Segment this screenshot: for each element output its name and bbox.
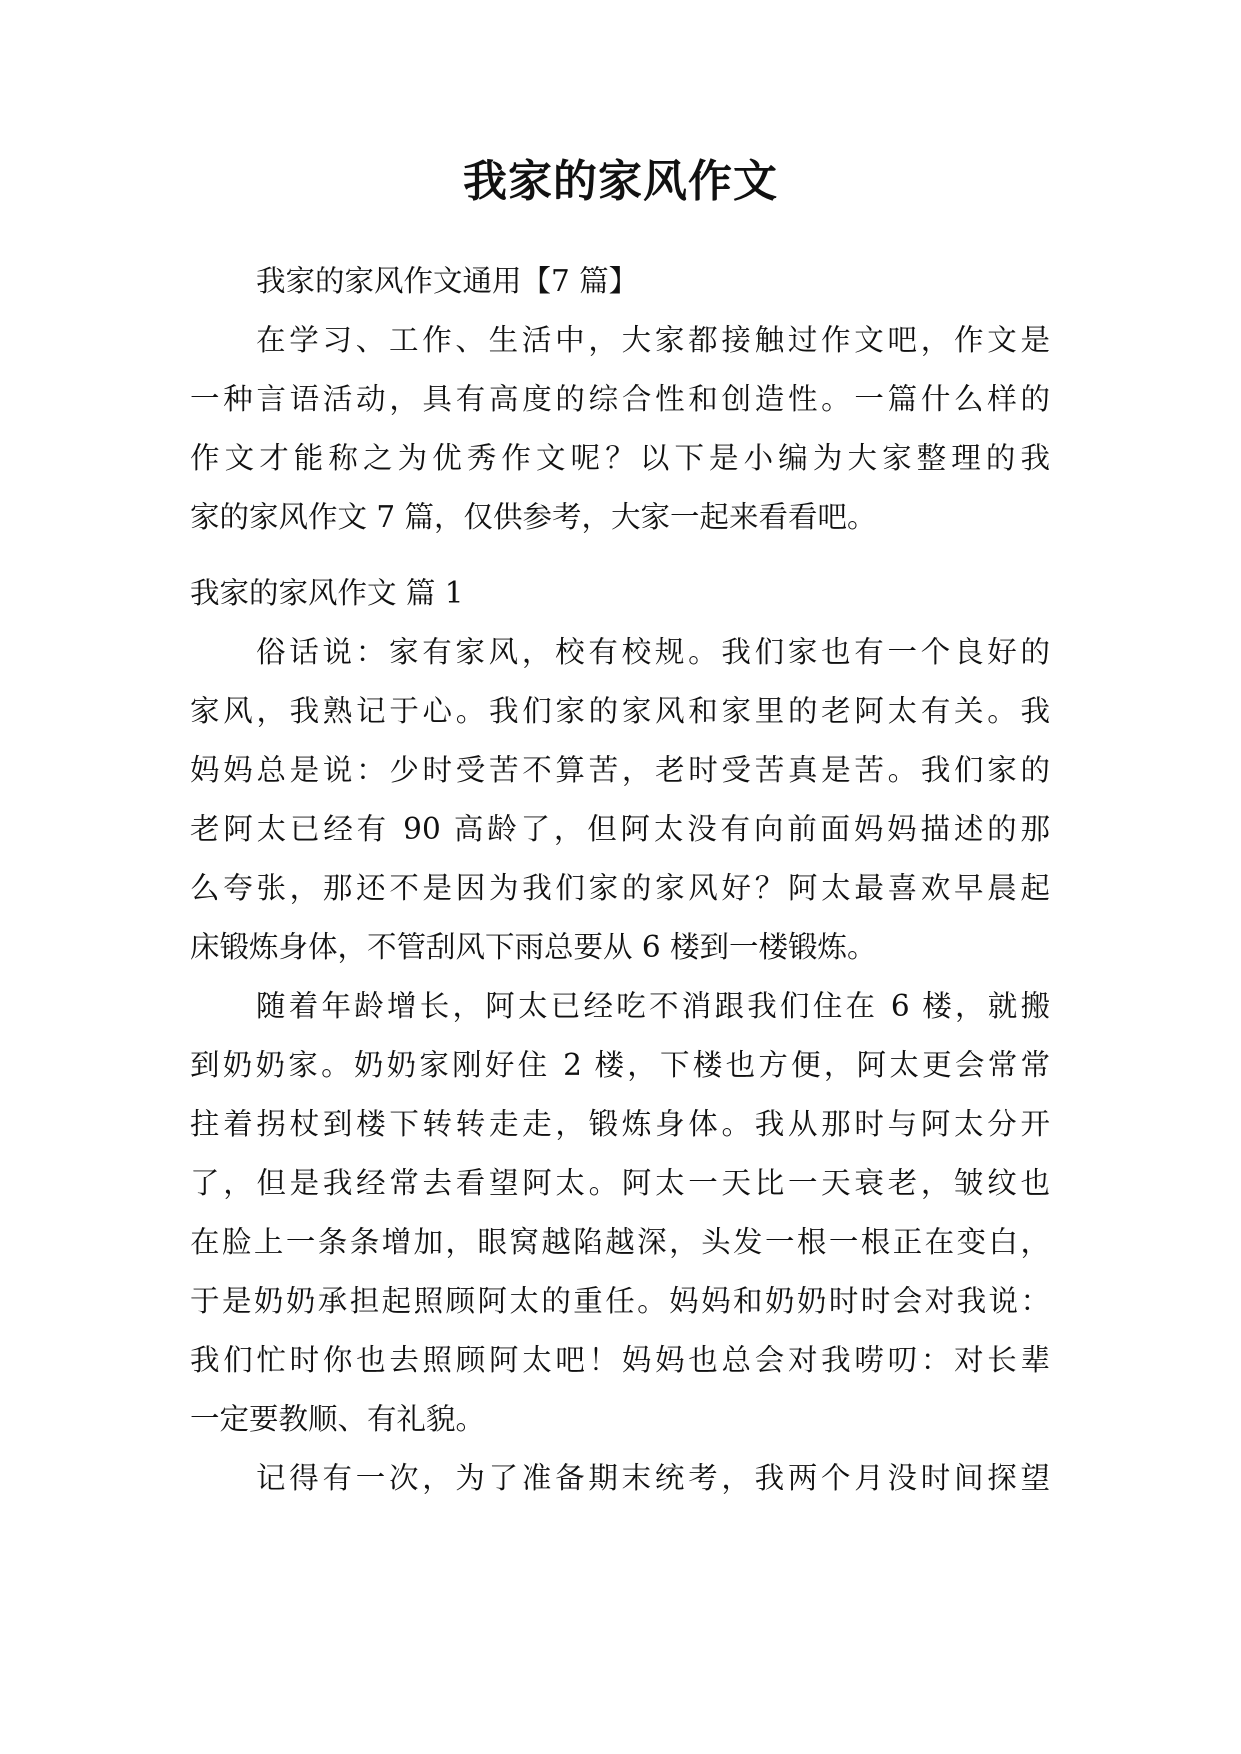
- paragraph-line: 我们忙时你也去照顾阿太吧！妈妈也总会对我唠叨：对长辈: [190, 1343, 1050, 1377]
- paragraph-line: 于是奶奶承担起照顾阿太的重任。妈妈和奶奶时时会对我说：: [190, 1284, 1050, 1318]
- paragraph-line: 随着年龄增长，阿太已经吃不消跟我们住在 6 楼，就搬: [256, 989, 1050, 1023]
- paragraph-line: 一定要教顺、有礼貌。: [190, 1402, 486, 1436]
- paragraph-line: 拄着拐杖到楼下转转走走，锻炼身体。我从那时与阿太分开: [190, 1107, 1050, 1141]
- paragraph-line: 记得有一次，为了准备期末统考，我两个月没时间探望: [256, 1461, 1050, 1495]
- intro-block: [190, 252, 1050, 547]
- paragraph-line: 床锻炼身体，不管刮风下雨总要从 6 楼到一楼锻炼。: [190, 930, 877, 964]
- intro-line: 作文才能称之为优秀作文呢？以下是小编为大家整理的我: [190, 441, 1050, 475]
- paragraph-line: 老阿太已经有 90 高龄了，但阿太没有向前面妈妈描述的那: [190, 812, 1050, 846]
- intro-line: 一种言语活动，具有高度的综合性和创造性。一篇什么样的: [190, 382, 1050, 416]
- paragraph-line: 妈妈总是说：少时受苦不算苦，老时受苦真是苦。我们家的: [190, 753, 1050, 787]
- paragraph-line: 了，但是我经常去看望阿太。阿太一天比一天衰老，皱纹也: [190, 1166, 1050, 1200]
- paragraph-line: 在脸上一条条增加，眼窝越陷越深，头发一根一根正在变白，: [190, 1225, 1050, 1259]
- document-subtitle: 我家的家风作文通用【7 篇】: [256, 264, 639, 298]
- document-title: 我家的家风作文: [463, 156, 778, 207]
- paragraph-line: 俗话说：家有家风，校有校规。我们家也有一个良好的: [256, 635, 1050, 669]
- section-heading: 我家的家风作文 篇 1: [190, 576, 464, 610]
- paragraph-line: 么夸张，那还不是因为我们家的家风好？阿太最喜欢早晨起: [190, 871, 1050, 905]
- paragraph-line: 家风，我熟记于心。我们家的家风和家里的老阿太有关。我: [190, 694, 1050, 728]
- intro-line: 在学习、工作、生活中，大家都接触过作文吧，作文是: [256, 323, 1050, 357]
- section-1: [190, 564, 1050, 1508]
- paragraph-line: 到奶奶家。奶奶家刚好住 2 楼，下楼也方便，阿太更会常常: [190, 1048, 1050, 1082]
- intro-line: 家的家风作文 7 篇，仅供参考，大家一起来看看吧。: [190, 500, 877, 534]
